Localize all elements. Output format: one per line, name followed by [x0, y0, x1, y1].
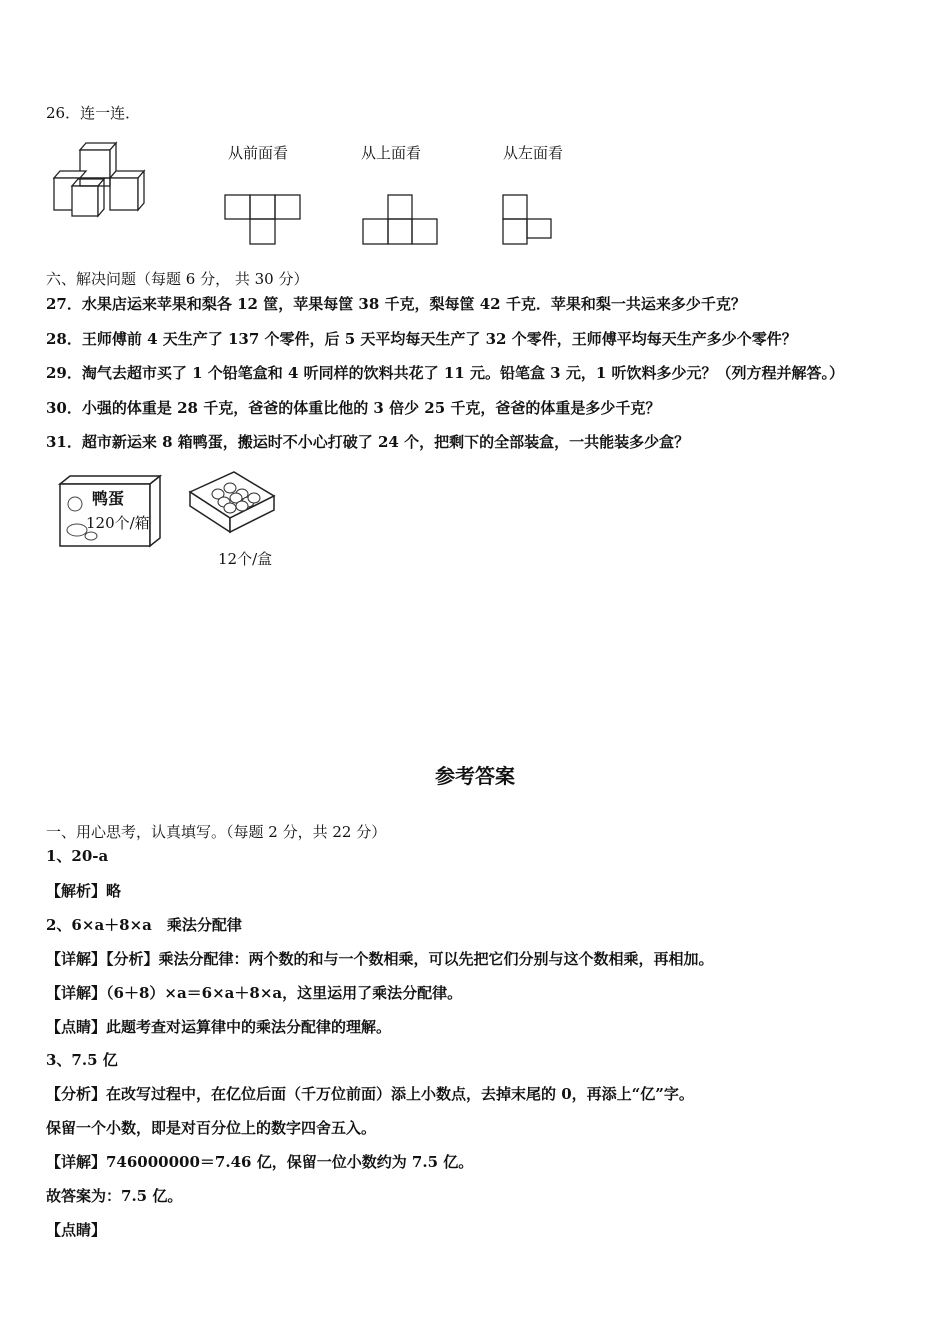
- front-view-figure: [224, 194, 304, 246]
- answer-3-result: 故答案为：7.5 亿。: [46, 1187, 183, 1205]
- question-31: 31．超市新运来 8 箱鸭蛋，搬运时不小心打破了 24 个，把剩下的全部装盒，一共能装多少盒？: [46, 433, 690, 451]
- answer-3-analysis-cont: 保留一个小数，即是对百分位上的数字四舍五入。: [46, 1119, 377, 1137]
- answer-3: 3、7.5 亿: [46, 1051, 118, 1069]
- answers-title: 参考答案: [435, 764, 515, 788]
- q26-text: 26．连一连．: [46, 104, 141, 122]
- top-view-figure: [362, 194, 442, 246]
- question-27: 27．水果店运来苹果和梨各 12 筐，苹果每筐 38 千克，梨每筐 42 千克．苹果和梨一共运来多少千克？: [46, 295, 746, 313]
- answer-2-detail-2: 【详解】（6＋8）×a＝6×a＋8×a，这里运用了乘法分配律。: [46, 984, 463, 1002]
- answers-section1-heading: 一、用心思考，认真填写。（每题 2 分，共 22 分）: [46, 823, 387, 841]
- answer-3-analysis: 【分析】在改写过程中，在亿位后面（千万位前面）添上小数点，去掉末尾的 0，再添上“亿”字。: [46, 1085, 694, 1103]
- view-label-top: 从上面看: [361, 144, 422, 162]
- answer-2: 2、6×a＋8×a 乘法分配律: [46, 916, 242, 934]
- cube-stack-figure: [50, 140, 155, 220]
- answer-3-detail: 【详解】746000000＝7.46 亿，保留一位小数约为 7.5 亿。: [46, 1153, 474, 1171]
- egg-carton-figure: [188, 470, 280, 542]
- answer-3-note: 【点睛】: [46, 1221, 107, 1239]
- answer-1-analysis: 【解析】略: [46, 882, 122, 900]
- egg-carton-label: 12个/盒: [218, 550, 273, 568]
- section6-heading: 六、解决问题（每题 6 分， 共 30 分）: [46, 270, 309, 288]
- answer-2-note: 【点睛】此题考查对运算律中的乘法分配律的理解。: [46, 1018, 392, 1036]
- view-label-front: 从前面看: [228, 144, 289, 162]
- answer-1: 1、20-a: [46, 847, 109, 865]
- question-29: 29．淘气去超市买了 1 个铅笔盒和 4 听同样的饮料共花了 11 元。铅笔盒 3 元，1 听饮料多少元？（列方程并解答。）: [46, 364, 845, 382]
- question-30: 30．小强的体重是 28 千克，爸爸的体重比他的 3 倍少 25 千克，爸爸的体重是多少千克？: [46, 399, 661, 417]
- egg-box-title: 鸭蛋: [92, 489, 125, 508]
- egg-box-label: 120个/箱: [86, 514, 150, 532]
- view-label-left: 从左面看: [503, 144, 564, 162]
- question-28: 28．王师傅前 4 天生产了 137 个零件，后 5 天平均每天生产了 32 个零件，王师傅平均每天生产多少个零件？: [46, 330, 797, 348]
- left-view-figure: [502, 194, 562, 246]
- answer-2-detail-1: 【详解】【分析】乘法分配律：两个数的和与一个数相乘，可以先把它们分别与这个数相乘，再相加。: [46, 950, 714, 968]
